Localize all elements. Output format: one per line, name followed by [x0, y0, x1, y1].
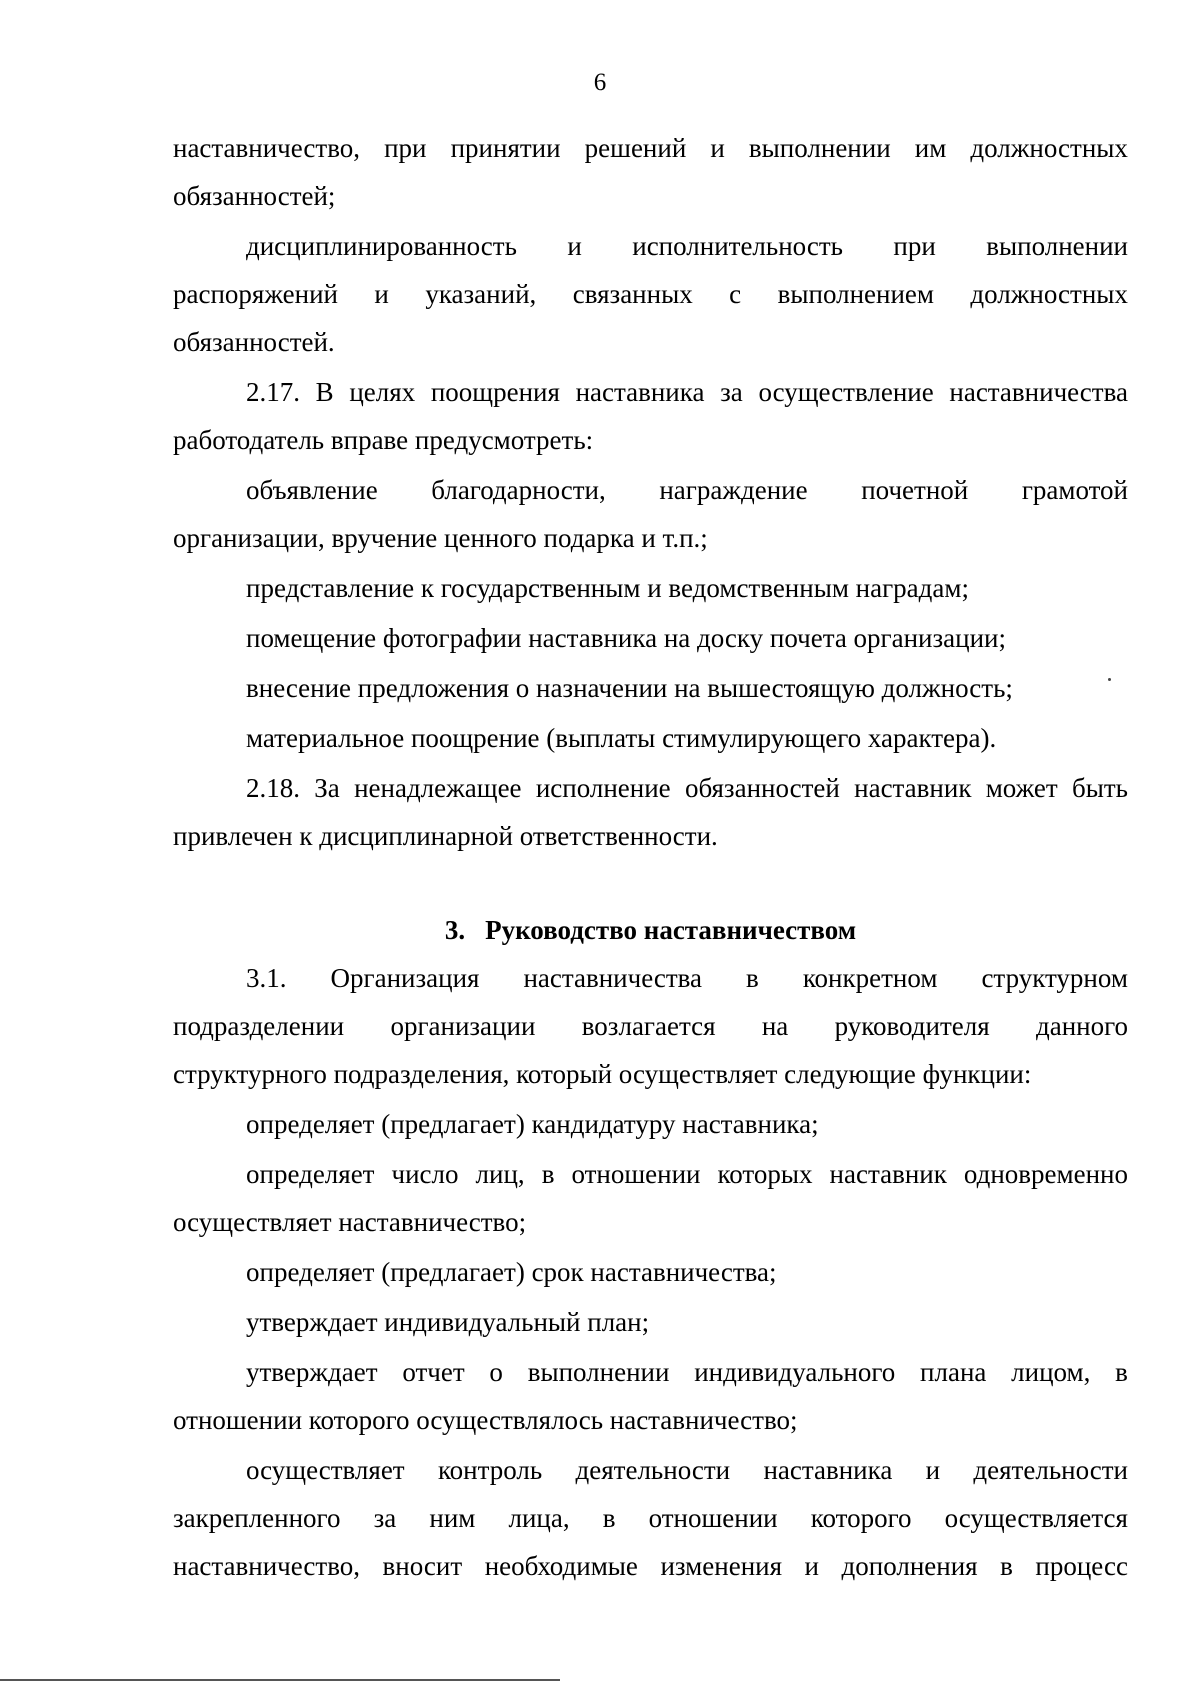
- paragraph: материальное поощрение (выплаты стимулирующего характера).: [246, 723, 997, 753]
- document-body: [173, 124, 1128, 1590]
- text-line: закрепленного за ним лица, в отношении которого осуществляется: [173, 1503, 1128, 1533]
- paragraph: [173, 124, 1128, 220]
- paragraph: [173, 954, 1128, 1098]
- paragraph: [173, 466, 1128, 562]
- section-number: 3.: [444, 915, 466, 945]
- paragraph: утверждает индивидуальный план;: [246, 1307, 650, 1337]
- text-line: [173, 124, 1128, 172]
- paragraph: [173, 1150, 1128, 1246]
- paragraph: [173, 222, 1128, 366]
- word: наставничество,: [173, 133, 361, 163]
- text-line: обязанностей.: [173, 327, 335, 357]
- section-heading: [173, 906, 1128, 954]
- scan-edge-line: [0, 1679, 560, 1681]
- text-line: объявление благодарности, награждение почетной грамотой: [246, 475, 1128, 505]
- paragraph: определяет (предлагает) кандидатуру наставника;: [246, 1109, 819, 1139]
- text-line: подразделении организации возлагается на руководителя данного: [173, 1011, 1128, 1041]
- section-title: Руководство наставничеством: [485, 915, 857, 945]
- paragraph: [173, 1446, 1128, 1590]
- paragraph: помещение фотографии наставника на доску почета организации;: [246, 623, 1007, 653]
- word: должностных: [970, 133, 1128, 163]
- text-line: определяет число лиц, в отношении которых наставник одновременно: [246, 1159, 1128, 1189]
- text-line: 3.1. Организация наставничества в конкретном структурном: [246, 963, 1128, 993]
- text-line: 2.17. В целях поощрения наставника за осуществление наставничества: [246, 377, 1128, 407]
- text-line: работодатель вправе предусмотреть:: [173, 425, 594, 455]
- word: выполнении: [748, 133, 891, 163]
- text-line: обязанностей;: [173, 181, 336, 211]
- paragraph: [173, 1348, 1128, 1444]
- text-line: осуществляет наставничество;: [173, 1207, 527, 1237]
- paragraph: [173, 368, 1128, 464]
- paragraph: определяет (предлагает) срок наставничества;: [246, 1257, 777, 1287]
- scan-speck: [1108, 678, 1111, 681]
- word: при: [384, 133, 427, 163]
- text-line: наставничество, вносит необходимые изменения и дополнения в процесс: [173, 1551, 1128, 1581]
- text-line: утверждает отчет о выполнении индивидуального плана лицом, в: [246, 1357, 1128, 1387]
- paragraph: представление к государственным и ведомственным наградам;: [246, 573, 969, 603]
- text-line: привлечен к дисциплинарной ответственности.: [173, 821, 718, 851]
- page-number: 6: [593, 69, 607, 96]
- word: и: [710, 133, 725, 163]
- word: решений: [584, 133, 687, 163]
- text-line: осуществляет контроль деятельности наставника и деятельности: [246, 1455, 1128, 1485]
- text-line: 2.18. За ненадлежащее исполнение обязанностей наставник может быть: [246, 773, 1128, 803]
- text-line: отношении которого осуществлялось наставничество;: [173, 1405, 798, 1435]
- paragraph: [173, 764, 1128, 860]
- text-line: структурного подразделения, который осуществляет следующие функции:: [173, 1059, 1032, 1089]
- word: принятии: [450, 133, 561, 163]
- text-line: организации, вручение ценного подарка и т.п.;: [173, 523, 708, 553]
- text-line: дисциплинированность и исполнительность при выполнении: [246, 231, 1128, 261]
- text-line: распоряжений и указаний, связанных с выполнением должностных: [173, 279, 1128, 309]
- paragraph: внесение предложения о назначении на вышестоящую должность;: [246, 673, 1013, 703]
- word: им: [914, 133, 947, 163]
